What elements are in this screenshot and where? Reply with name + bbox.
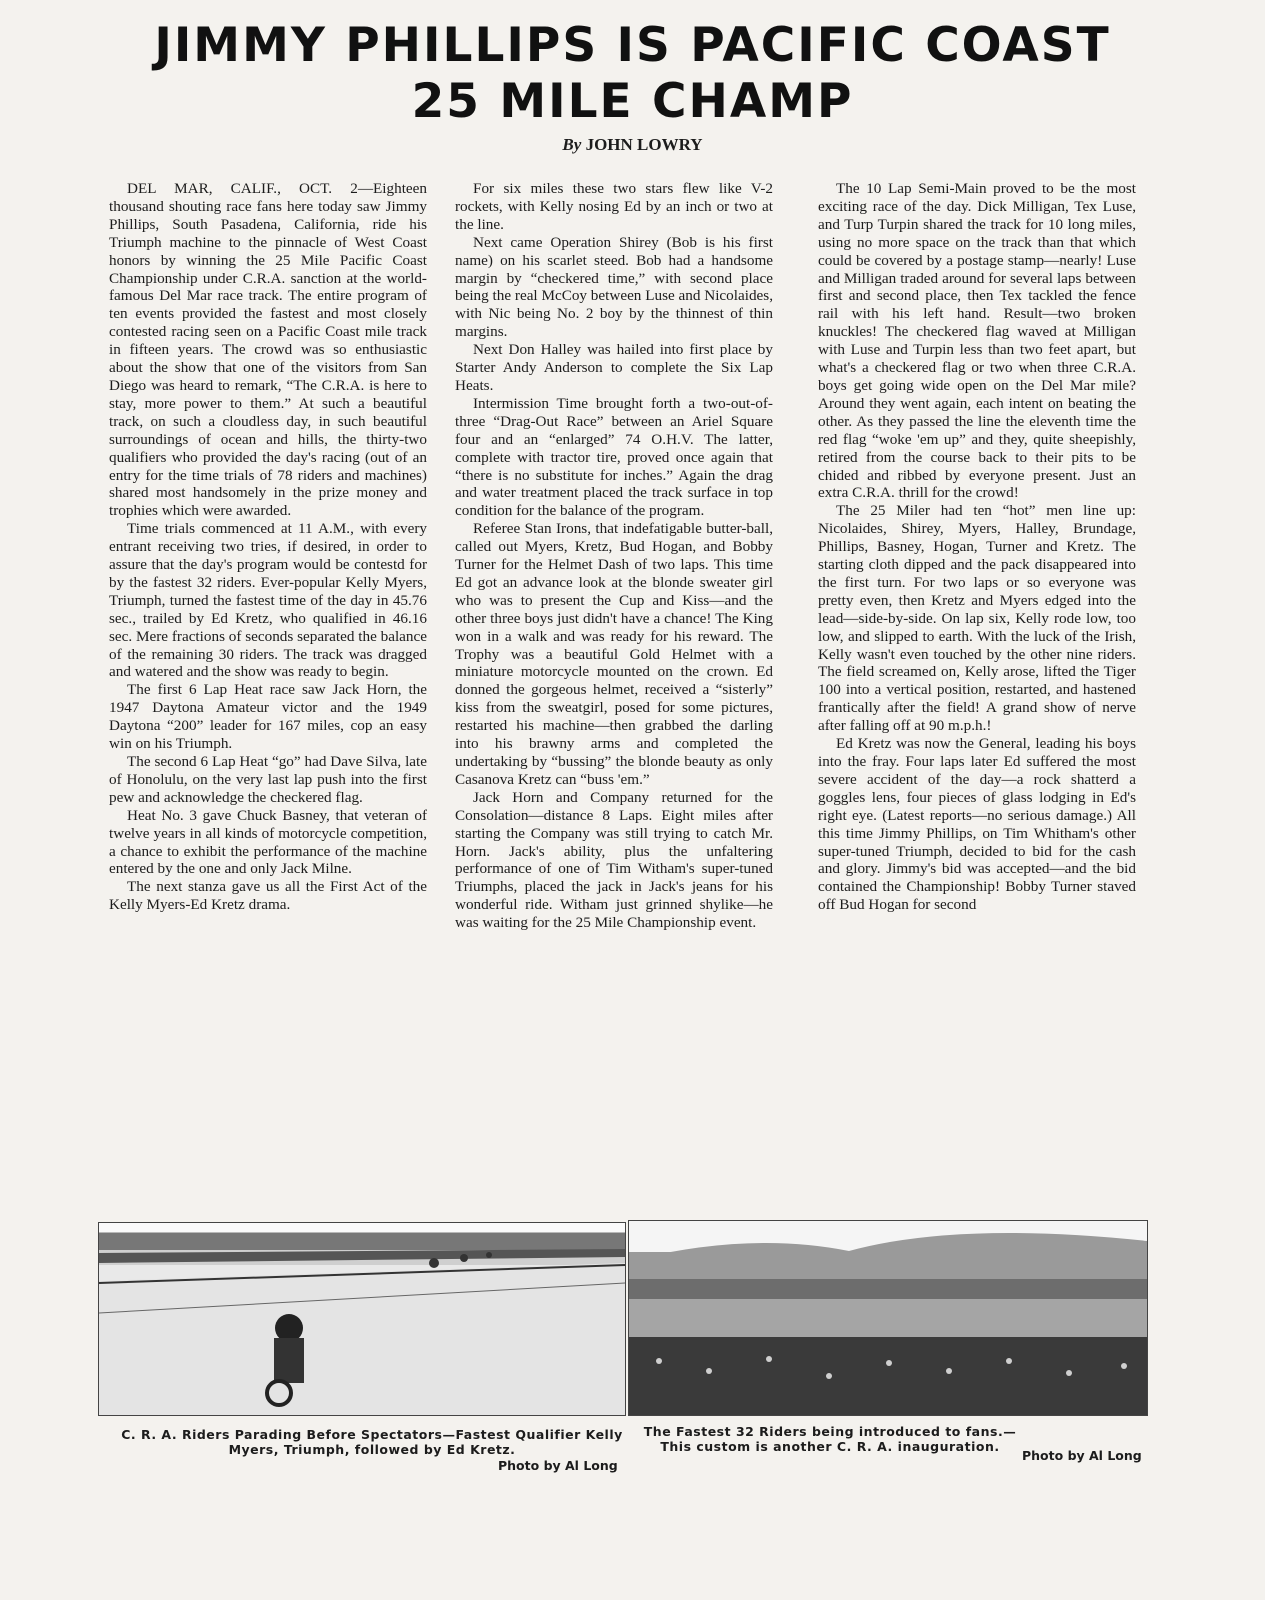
- byline: [0, 135, 1265, 155]
- paragraph: Jack Horn and Company returned for the Consolation—distance 8 Laps. Eight miles after starting the Company was still trying to catch Mr. Horn. Jack's ability, plus the unfaltering performance of one of Tim Witham's super-tuned Triumphs, placed the jack in Jack's jeans for his wonderful ride. Witham just grinned shylike—he was waiting for the 25 Mile Championship event.: [455, 788, 773, 932]
- photo-credit-left: Photo by Al Long: [498, 1458, 618, 1473]
- riders-parading-illustration: [99, 1223, 625, 1415]
- byline-author: JOHN LOWRY: [585, 135, 703, 154]
- paragraph: The next stanza gave us all the First Act of the Kelly Myers-Ed Kretz drama.: [109, 878, 427, 914]
- photo-caption-right: The Fastest 32 Riders being introduced to fans.—This custom is another C. R. A. inauguration.: [643, 1424, 1017, 1454]
- paragraph: Heat No. 3 gave Chuck Basney, that veteran of twelve years in all kinds of motorcycle competition, a chance to exhibit the performance of the machine entered by the one and only Jack Milne.: [109, 806, 427, 878]
- grandstand-crowd-illustration: [629, 1221, 1147, 1415]
- paragraph: The 25 Miler had ten “hot” men line up: Nicolaides, Shirey, Myers, Halley, Brundage, Phillips, Basney, Hogan, Turner and Kretz. The starting cloth dipped and the pack disappeared into the first turn. For two laps or so everyone was pretty even, then Kretz and Myers edged into the lead—side-by-side. On lap six, Kelly rode low, too low, and slipped to earth. With the luck of the Irish, Kelly wasn't even touched by the other nine riders. The field screamed on, Kelly arose, lifted the Tiger 100 into a vertical position, restarted, and hastened frantically after the field! A grand show of nerve after falling off at 90 m.p.h.!: [818, 502, 1136, 735]
- article-column-3: [818, 180, 1136, 1135]
- paragraph: The second 6 Lap Heat “go” had Dave Silva, late of Honolulu, on the very last lap push into the first pew and acknowledge the checkered flag.: [109, 753, 427, 806]
- paragraph: Next Don Halley was hailed into first place by Starter Andy Anderson to complete the Six Lap Heats.: [455, 341, 773, 394]
- headline-line-2: 25 MILE CHAMP: [411, 74, 854, 129]
- article-column-2: [455, 180, 773, 1135]
- paragraph: Referee Stan Irons, that indefatigable butter-ball, called out Myers, Kretz, Bud Hogan, and Bobby Turner for the Helmet Dash of two laps. This time Ed got an advance look at the blonde sweater girl who was to present the Cup and Kiss—and the other three boys just didn't have a chance! The King won in a walk and was ready for his reward. The Trophy was a beautiful Gold Helmet with a miniature motorcycle mounted on the crown. Ed donned the gorgeous helmet, received a “sisterly” kiss from the sweatgirl, posed for some pictures, restarted his machine—then grabbed the darling into his brawny arms and completed the undertaking by “bussing” the blonde beauty as only Casanova Kretz can “buss 'em.”: [455, 520, 773, 788]
- photo-credit-right: Photo by Al Long: [1022, 1448, 1142, 1463]
- paragraph: The 10 Lap Semi-Main proved to be the most exciting race of the day. Dick Milligan, Tex Luse, and Turp Turpin shared the track for 10 long miles, using no more space on the track than that which could be covered by a postage stamp—nearly! Luse and Milligan traded around for several laps between first and second place, then Tex tackled the fence rail with his left hand. Result—two broken knuckles! The checkered flag waved at Milligan with Luse and Turpin less than two feet apart, but what's a checkered flag or two when three C.R.A. boys get going wide open on the Del Mar mile? Around they went again, each intent on beating the other. As they passed the line the eleventh time the red flag “woke 'em up” and they, quite sheepishly, retired from the course back to their pits to be chided and ribbed by everyone present. Just an extra C.R.A. thrill for the crowd!: [818, 180, 1136, 502]
- paragraph: Next came Operation Shirey (Bob is his first name) on his scarlet steed. Bob had a handsome margin by “checkered time,” with second place being the real McCoy between Luse and Nicolaides, with Nic being No. 2 boy by the thinnest of thin margins.: [455, 233, 773, 341]
- paragraph: The first 6 Lap Heat race saw Jack Horn, the 1947 Daytona Amateur victor and the 1949 Daytona “200” leader for 167 miles, cop an easy win on his Triumph.: [109, 681, 427, 753]
- paragraph: For six miles these two stars flew like V-2 rockets, with Kelly nosing Ed by an inch or two at the line.: [455, 180, 773, 233]
- byline-prefix: By: [562, 135, 582, 154]
- paragraph: Intermission Time brought forth a two-out-of-three “Drag-Out Race” between an Ariel Square four and an “enlarged” 74 O.H.V. The latter, complete with tractor tire, proved once again that “there is no substitute for inches.” Again the drag and water treatment placed the track surface in top condition for the balance of the program.: [455, 394, 773, 520]
- photo-riders-introduced: [628, 1220, 1148, 1416]
- article-column-1: [109, 180, 427, 1135]
- photo-caption-left: C. R. A. Riders Parading Before Spectators—Fastest Qualifier Kelly Myers, Triumph, followed by Ed Kretz.: [121, 1427, 623, 1457]
- paragraph: Time trials commenced at 11 A.M., with every entrant receiving two tries, if desired, in order to assure that the day's program would be contestd for by the fastest 32 riders. Ever-popular Kelly Myers, Triumph, turned the fastest time of the day in 45.76 sec., trailed by Ed Kretz, who qualified in 46.16 sec. Mere fractions of seconds separated the balance of the remaining 30 riders. The track was dragged and watered and the show was ready to begin.: [109, 520, 427, 681]
- headline-line-1: JIMMY PHILLIPS IS PACIFIC COAST: [154, 18, 1111, 73]
- paragraph: Ed Kretz was now the General, leading his boys into the fray. Four laps later Ed suffered the most severe accident of the day—a rock shatterd a goggles lens, four pieces of glass lodging in Ed's right eye. (Latest reports—no serious damage.) All this time Jimmy Phillips, on Tim Whitham's other super-tuned Triumph, decided to bid for the cash and glory. Jimmy's bid was accepted—and the bid contained the Championship! Bobby Turner staved off Bud Hogan for second: [818, 735, 1136, 914]
- paragraph: DEL MAR, CALIF., OCT. 2—Eighteen thousand shouting race fans here today saw Jimmy Phillips, South Pasadena, California, ride his Triumph machine to the pinnacle of West Coast honors by winning the 25 Mile Pacific Coast Championship under C.R.A. sanction at the world-famous Del Mar race track. The entire program of ten events provided the fastest and most closely contested racing seen on a Pacific Coast mile track in fifteen years. The crowd was so enthusiastic about the show that one of the visitors from San Diego was heard to remark, “The C.R.A. is here to stay, more power to them.” At such a beautiful track, on such a cloudless day, in such beautiful surroundings of ocean and hills, the thirty-two qualifiers who provided the day's racing (out of an entry for the time trials of 78 riders and machines) shared most handsomely in the prize money and trophies which were awarded.: [109, 180, 427, 520]
- photo-riders-parading: [98, 1222, 626, 1416]
